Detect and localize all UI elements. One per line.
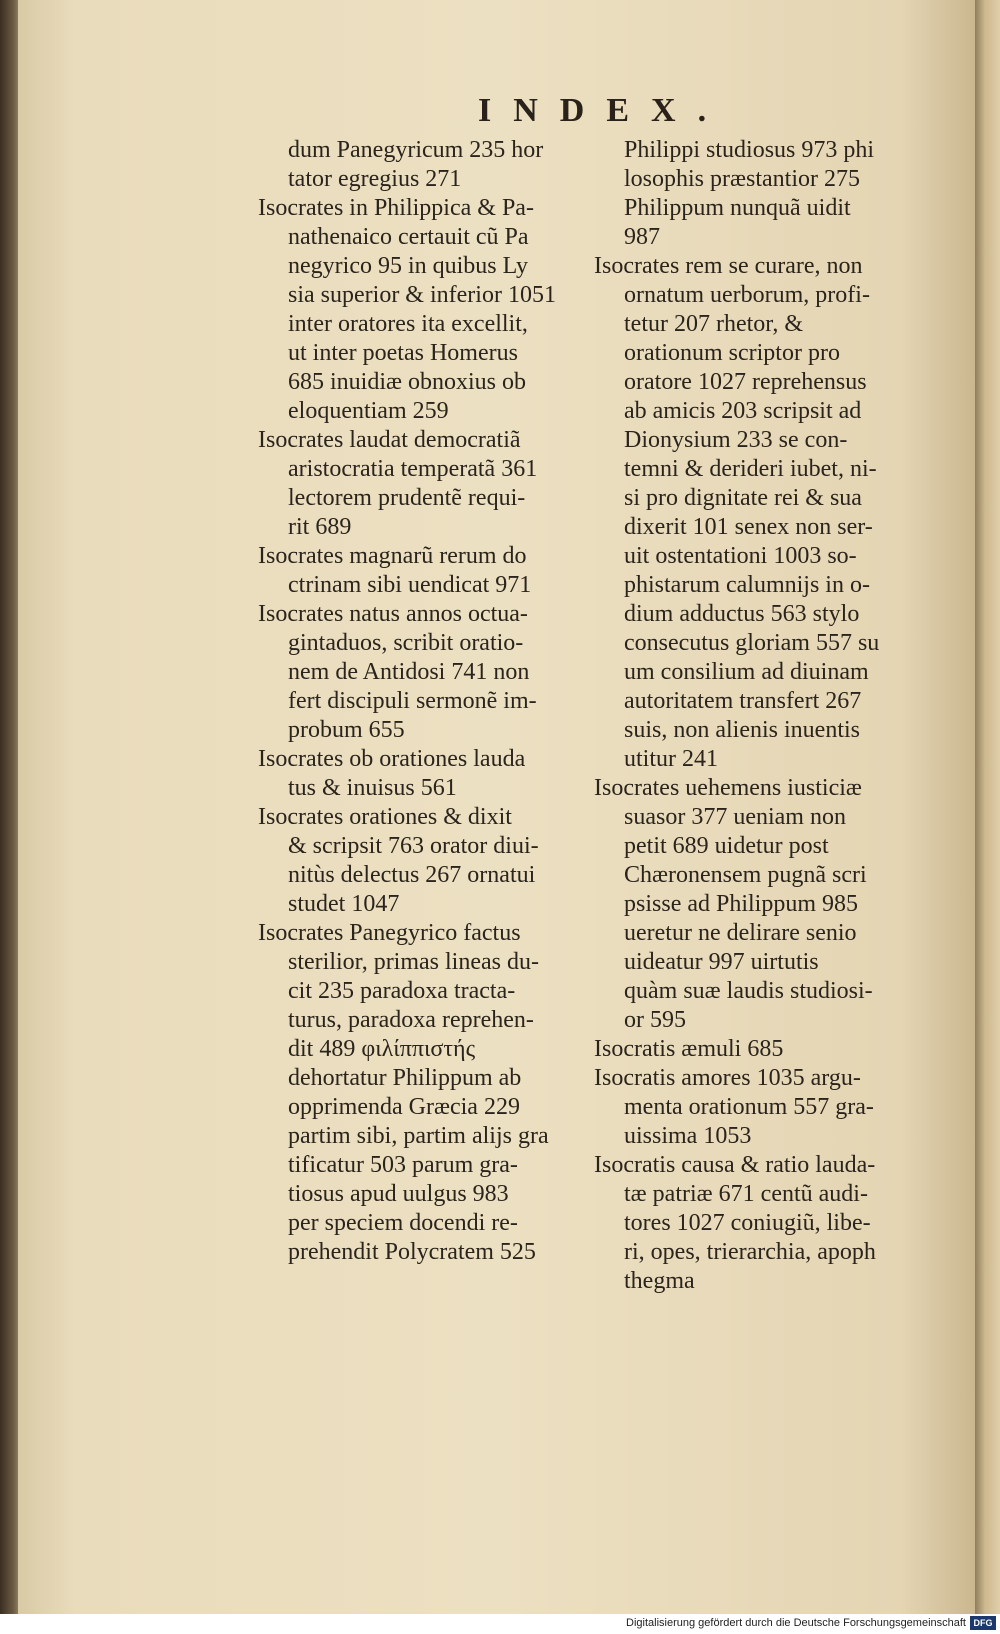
- index-line: studet 1047: [288, 891, 400, 917]
- index-line: ab amicis 203 scripsit ad: [624, 398, 862, 424]
- index-line: suasor 377 ueniam non: [624, 804, 846, 830]
- index-line: probum 655: [288, 717, 405, 743]
- index-line: si pro dignitate rei & sua: [624, 485, 862, 511]
- index-line: Dionysium 233 se con-: [624, 427, 848, 453]
- index-line: gintaduos, scribit oratio-: [288, 630, 524, 656]
- index-line: uideatur 997 uirtutis: [624, 949, 819, 975]
- index-line: fert discipuli sermonẽ im-: [288, 688, 537, 714]
- index-column-right: [594, 136, 909, 1296]
- index-line: Isocrates magnarũ rerum do: [258, 543, 527, 569]
- index-line: autoritatem transfert 267: [624, 688, 862, 714]
- index-line: tiosus apud uulgus 983: [288, 1181, 509, 1207]
- index-line: tificatur 503 parum gra-: [288, 1152, 518, 1178]
- index-line: per speciem docendi re-: [288, 1210, 518, 1236]
- index-line: utitur 241: [624, 746, 718, 772]
- index-line: ri, opes, trierarchia, apoph: [624, 1239, 876, 1265]
- dfg-logo: DFG: [970, 1616, 996, 1630]
- index-line: sterilior, primas lineas du-: [288, 949, 539, 975]
- index-line: oratore 1027 reprehensus: [624, 369, 867, 395]
- footer-credit: Digitalisierung gefördert durch die Deutsche Forschungsgemeinschaft: [626, 1617, 966, 1629]
- index-line: or 595: [624, 1007, 686, 1033]
- index-line: Isocrates uehemens iusticiæ: [594, 775, 862, 801]
- index-line: Isocrates Panegyrico factus: [258, 920, 521, 946]
- index-line: Isocrates natus annos octua-: [258, 601, 528, 627]
- index-line: Isocrates rem se curare, non: [594, 253, 863, 279]
- index-line: inter oratores ita excellit,: [288, 311, 528, 337]
- index-line: cit 235 paradoxa tracta-: [288, 978, 516, 1004]
- index-line: Isocrates ob orationes lauda: [258, 746, 526, 772]
- index-line: Philippum nunquã uidit: [624, 195, 851, 221]
- index-line: tores 1027 coniugiũ, libe-: [624, 1210, 871, 1236]
- index-line: turus, paradoxa reprehen-: [288, 1007, 534, 1033]
- index-line: Isocrates laudat democratiã: [258, 427, 521, 453]
- index-line: Philippi studiosus 973 phi: [624, 137, 875, 163]
- index-column-left: [258, 136, 578, 1267]
- index-line: opprimenda Græcia 229: [288, 1094, 520, 1120]
- index-line: Isocratis causa & ratio lauda-: [594, 1152, 876, 1178]
- index-line: phistarum calumnijs in o-: [624, 572, 870, 598]
- index-line: menta orationum 557 gra-: [624, 1094, 874, 1120]
- index-line: dit 489 φιλίππιστής: [288, 1036, 476, 1062]
- index-line: um consilium ad diuinam: [624, 659, 869, 685]
- index-line: Isocratis æmuli 685: [594, 1036, 784, 1062]
- index-line: Isocrates orationes & dixit: [258, 804, 512, 830]
- next-page-edge: [975, 0, 1000, 1620]
- index-line: eloquentiam 259: [288, 398, 449, 424]
- index-line: negyrico 95 in quibus Ly: [288, 253, 528, 279]
- index-line: tetur 207 rhetor, &: [624, 311, 803, 337]
- index-line: ut inter poetas Homerus: [288, 340, 518, 366]
- index-line: psisse ad Philippum 985: [624, 891, 859, 917]
- index-line: dixerit 101 senex non ser-: [624, 514, 873, 540]
- index-line: 987: [624, 224, 660, 250]
- index-line: uit ostentationi 1003 so-: [624, 543, 857, 569]
- index-line: 685 inuidiæ obnoxius ob: [288, 369, 527, 395]
- index-line: lectorem prudentẽ requi-: [288, 485, 526, 511]
- index-line: petit 689 uidetur post: [624, 833, 829, 859]
- index-line: nathenaico certauit cũ Pa: [288, 224, 529, 250]
- index-line: tator egregius 271: [288, 166, 462, 192]
- index-line: partim sibi, partim alijs gra: [288, 1123, 549, 1149]
- index-line: suis, non alienis inuentis: [624, 717, 860, 743]
- index-line: rit 689: [288, 514, 352, 540]
- index-line: ornatum uerborum, profi-: [624, 282, 870, 308]
- index-line: sia superior & inferior 1051: [288, 282, 556, 308]
- index-line: Isocrates in Philippica & Pa-: [258, 195, 534, 221]
- index-line: Chæronensem pugnã scri: [624, 862, 867, 888]
- index-line: & scripsit 763 orator diui-: [288, 833, 539, 859]
- index-line: Isocratis amores 1035 argu-: [594, 1065, 861, 1091]
- index-line: tus & inuisus 561: [288, 775, 457, 801]
- running-head: INDEX.: [478, 92, 729, 129]
- index-line: quàm suæ laudis studiosi-: [624, 978, 873, 1004]
- index-line: nem de Antidosi 741 non: [288, 659, 530, 685]
- index-line: uissima 1053: [624, 1123, 752, 1149]
- index-line: orationum scriptor pro: [624, 340, 840, 366]
- index-line: tæ patriæ 671 centũ audi-: [624, 1181, 868, 1207]
- index-line: prehendit Polycratem 525: [288, 1239, 536, 1265]
- index-line: nitùs delectus 267 ornatui: [288, 862, 536, 888]
- index-line: aristocratia temperatã 361: [288, 456, 538, 482]
- index-line: dium adductus 563 stylo: [624, 601, 860, 627]
- index-line: dum Panegyricum 235 hor: [288, 137, 544, 163]
- index-line: ueretur ne delirare senio: [624, 920, 857, 946]
- index-line: dehortatur Philippum ab: [288, 1065, 522, 1091]
- index-line: ctrinam sibi uendicat 971: [288, 572, 532, 598]
- index-line: temni & derideri iubet, ni-: [624, 456, 877, 482]
- index-line: losophis præstantior 275: [624, 166, 861, 192]
- index-line: consecutus gloriam 557 su: [624, 630, 880, 656]
- index-line: thegma: [624, 1268, 695, 1294]
